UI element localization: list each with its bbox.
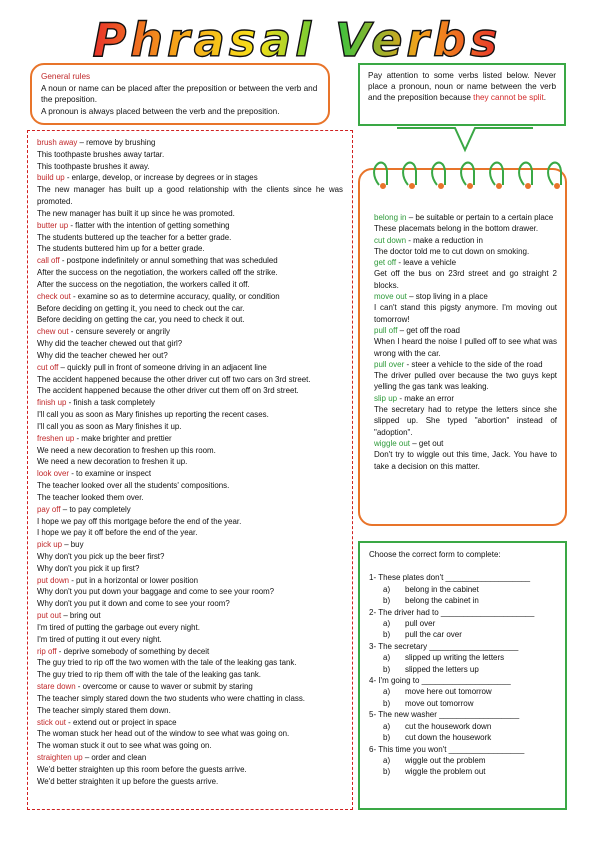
phrasal-verb: pick up: [37, 540, 63, 550]
exercise-option-a[interactable]: [369, 686, 556, 697]
example-sentence: The teacher looked over all the students' compositions.: [37, 481, 230, 491]
example-sentence: Don't try to wiggle out this time, Jack. You have to take a decision on this matter.: [374, 450, 557, 471]
exercise-option-b[interactable]: [369, 732, 556, 743]
verb-meaning: - examine so as to determine accuracy, quality, or condition: [70, 291, 280, 301]
example-sentence: The teacher simply stared them down.: [37, 705, 171, 715]
option-letter: a): [383, 721, 391, 731]
example-sentence: These placemats belong in the bottom drawer.: [374, 224, 539, 234]
option-letter: a): [383, 619, 391, 629]
verb-entry: [37, 137, 343, 149]
verb-meaning: - postpone indefinitely or annul something that was scheduled: [59, 256, 278, 266]
verb-meaning: – buy: [62, 540, 84, 550]
example-sentence: When I heard the noise I pulled off to see what was wrong with the car.: [374, 337, 557, 358]
example-sentence: I'll call you as soon as Mary finishes up reporting the recent cases.: [37, 410, 269, 420]
example-sentence: The new manager has built up a good relationship with the clients since he was promoted.: [37, 185, 343, 207]
option-letter: a): [383, 687, 391, 697]
phrasal-verb: stare down: [37, 682, 76, 692]
phrasal-verb: finish up: [37, 398, 67, 408]
example-sentence: This toothpaste brushes it away.: [37, 161, 150, 171]
option-letter: b): [383, 596, 391, 606]
verb-entry: [37, 681, 343, 693]
verb-entry: [374, 438, 557, 449]
phrasal-verb: pull over: [374, 359, 405, 369]
phrasal-verb: stick out: [37, 717, 66, 727]
verb-entry: [37, 752, 343, 764]
option-text: pull over: [405, 619, 436, 629]
phrasal-verb: move out: [374, 292, 407, 302]
option-letter: b): [383, 630, 391, 640]
verb-entry: [37, 172, 343, 184]
verb-entry: [37, 504, 343, 516]
example-sentence: The teacher looked them over.: [37, 492, 144, 502]
verb-meaning: - to examine or inspect: [69, 469, 152, 479]
phrasal-verb: pay off: [37, 504, 61, 514]
verb-meaning: – bring out: [61, 611, 101, 621]
exercise-option-a[interactable]: [369, 652, 556, 663]
phrasal-verb: cut down: [374, 235, 407, 245]
spiral-binding-icon: [365, 155, 565, 196]
example-sentence: The guy tried to rip them off with the tale of the leaking gas tank.: [37, 670, 261, 680]
phrasal-verb: belong in: [374, 213, 407, 222]
example-sentence: Why don't you pick it up first?: [37, 563, 140, 573]
general-rules-box: [30, 63, 330, 125]
example-sentence: The new manager has built it up since he was promoted.: [37, 208, 235, 218]
option-letter: b): [383, 733, 391, 743]
verb-meaning: - flatter with the intention of getting something: [68, 220, 230, 230]
option-letter: a): [383, 755, 391, 765]
example-sentence: Why did the teacher chewed her out?: [37, 350, 168, 360]
verb-entry: [37, 255, 343, 267]
phrasal-verb: check out: [37, 291, 71, 301]
example-sentence: We'd better straighten up this room before the guests arrive.: [37, 764, 247, 774]
verb-entry: [37, 291, 343, 303]
exercise-option-b[interactable]: [369, 698, 556, 709]
exercise-question: 4- I'm going to ____________________: [369, 676, 511, 686]
example-sentence: Why did the teacher chewed out that girl?: [37, 339, 183, 349]
phrasal-verb: rip off: [37, 646, 57, 656]
example-sentence: I'll call you as soon as Mary finishes it up.: [37, 421, 182, 431]
attention-end: .: [543, 93, 547, 102]
verb-entry: [37, 717, 343, 729]
exercise-option-b[interactable]: [369, 664, 556, 675]
exercise-box: [358, 541, 567, 810]
verb-meaning: - enlarge, develop, or increase by degrees or in stages: [64, 173, 258, 183]
verb-meaning: - overcome or cause to waver or submit by staring: [75, 682, 253, 692]
phrasal-verb: wiggle out: [374, 438, 411, 448]
phrasal-verb: put down: [37, 575, 70, 585]
option-letter: b): [383, 664, 391, 674]
phrasal-verb: cut off: [37, 362, 59, 372]
verb-meaning: - put in a horizontal or lower position: [69, 575, 198, 585]
phrasal-verb: chew out: [37, 327, 69, 337]
verb-meaning: - finish a task completely: [66, 398, 155, 408]
verb-meaning: – order and clean: [82, 753, 147, 763]
verb-entry: [37, 646, 343, 658]
attention-highlight: they cannot be split: [473, 93, 544, 102]
example-sentence: Before deciding on getting the car, you need to check it out.: [37, 315, 245, 325]
example-sentence: The teacher simply stared down the two students who were chatting in class.: [37, 693, 305, 703]
verb-entry: [37, 539, 343, 551]
phrasal-verb: slip up: [374, 393, 398, 403]
verb-meaning: - make brighter and prettier: [74, 433, 172, 443]
verb-meaning: – to pay completely: [60, 504, 131, 514]
exercise-option-b[interactable]: [369, 629, 556, 640]
exercise-question: 5- The new washer __________________: [369, 710, 520, 720]
verb-entry: [374, 235, 557, 246]
verb-meaning: - steer a vehicle to the side of the road: [404, 359, 543, 369]
verb-meaning: - deprive somebody of something by deceit: [56, 646, 210, 656]
example-sentence: The accident happened because the other driver cut off two cars on 3rd street.: [37, 374, 311, 384]
phrasal-verb: pull off: [374, 325, 398, 335]
example-sentence: After the success on the negotiation, the workers called off the strike.: [37, 268, 278, 278]
example-sentence: We'd better straighten it up before the guests arrive.: [37, 776, 219, 786]
example-sentence: I can't stand this pigsty anymore. I'm moving out tomorrow!: [374, 303, 557, 324]
exercise-option-a[interactable]: [369, 584, 556, 595]
example-sentence: The doctor told me to cut down on smoking.: [374, 246, 530, 256]
verb-entry: [374, 212, 557, 223]
verb-entry: [37, 397, 343, 409]
example-sentence: The woman stuck her head out of the window to see what was going on.: [37, 729, 290, 739]
option-text: cut the housework down: [405, 721, 492, 731]
option-text: belong in the cabinet: [405, 584, 479, 594]
verb-meaning: - leave a vehicle: [396, 258, 457, 268]
option-letter: b): [383, 767, 391, 777]
verb-entry: [374, 325, 557, 336]
verb-entry: [37, 433, 343, 445]
example-sentence: The guy tried to rip off the two women with the tale of the leaking gas tank.: [37, 658, 297, 668]
option-text: slipped the letters up: [405, 664, 479, 674]
verb-entry: [374, 393, 557, 404]
example-sentence: The students buttered him up for a better grade.: [37, 244, 205, 254]
example-sentence: The accident happened because the other driver cut them off on 3rd street.: [37, 386, 299, 396]
example-sentence: Why don't you put down your baggage and come to see your room?: [37, 587, 275, 597]
example-sentence: This toothpaste brushes away tartar.: [37, 149, 165, 159]
exercise-question: 1- These plates don't ___________________: [369, 573, 531, 583]
verb-entry: [37, 575, 343, 587]
verb-meaning: – get off the road: [397, 325, 461, 335]
option-text: wiggle out the problem: [405, 755, 486, 765]
example-sentence: Why don't you pick up the beer first?: [37, 551, 165, 561]
option-letter: a): [383, 653, 391, 663]
exercise-option-a[interactable]: [369, 618, 556, 629]
phrasal-verb: build up: [37, 173, 65, 183]
exercise-option-b[interactable]: [369, 595, 556, 606]
example-sentence: Why don't you put it down and come to see your room?: [37, 599, 230, 609]
verb-meaning: – remove by brushing: [77, 138, 156, 147]
example-sentence: The driver pulled over because the two guys kept yelling the gas tank was leaking.: [374, 371, 557, 392]
exercise-question: 6- This time you won't _________________: [369, 744, 525, 754]
phrasal-verb: look over: [37, 469, 70, 479]
title-text: Phrasal Verbs: [92, 14, 502, 66]
verb-meaning: - make a reduction in: [406, 235, 483, 245]
separable-verbs-list: [27, 130, 353, 810]
option-letter: a): [383, 584, 391, 594]
example-sentence: Get off the bus on 23rd street and go straight 2 blocks.: [374, 269, 557, 290]
verb-meaning: – get out: [410, 438, 444, 448]
phrasal-verb: get off: [374, 258, 397, 268]
option-text: move out tomorrow: [405, 698, 474, 708]
example-sentence: I hope we pay it off before the end of the year.: [37, 528, 198, 538]
example-sentence: I hope we pay off this mortgage before the end of the year.: [37, 516, 242, 526]
option-text: move here out tomorrow: [405, 687, 492, 697]
option-text: slipped up writing the letters: [405, 653, 505, 663]
exercise-option-a[interactable]: [369, 755, 556, 766]
verb-entry: [37, 220, 343, 232]
phrasal-verb: butter up: [37, 220, 69, 230]
verb-entry: [374, 257, 557, 268]
option-text: pull the car over: [405, 630, 462, 640]
phrasal-verb: straighten up: [37, 753, 83, 763]
example-sentence: We need a new decoration to freshen it up.: [37, 457, 188, 467]
example-sentence: The woman stuck it out to see what was going on.: [37, 741, 212, 751]
general-rules-line1: A noun or name can be placed after the preposition or between the verb and the preposition.: [41, 83, 318, 104]
example-sentence: We need a new decoration to freshen up this room.: [37, 445, 216, 455]
example-sentence: After the success on the negotiation, the workers called it off.: [37, 279, 250, 289]
exercise-question: 3- The secretary ____________________: [369, 641, 519, 651]
verb-meaning: - censure severely or angrily: [68, 327, 170, 337]
phrasal-verb: brush away: [37, 138, 78, 147]
general-rules-heading: General rules: [41, 72, 91, 81]
verb-meaning: - make an error: [397, 393, 455, 403]
exercise-question: 2- The driver had to _____________________: [369, 607, 535, 617]
verb-entry: [37, 610, 343, 622]
verb-entry: [37, 326, 343, 338]
phrasal-verb: freshen up: [37, 433, 75, 443]
phrasal-verb: put out: [37, 611, 62, 621]
exercise-option-b[interactable]: [369, 766, 556, 777]
inseparable-verbs-list: [358, 168, 567, 526]
verb-entry: [374, 291, 557, 302]
verb-entry: [37, 362, 343, 374]
exercise-instruction: Choose the correct form to complete:: [369, 550, 501, 559]
example-sentence: I'm tired of putting the garbage out every night.: [37, 622, 200, 632]
example-sentence: I'm tired of putting it out every night.: [37, 634, 162, 644]
example-sentence: Before deciding on getting it, you need to check out the car.: [37, 303, 245, 313]
attention-box: [358, 63, 566, 126]
general-rules-line2: A pronoun is always placed between the verb and the preposition.: [41, 106, 280, 116]
option-text: wiggle the problem out: [405, 767, 486, 777]
attention-text: Pay attention to some verbs listed below. Never place a pronoun, noun or name between the verb and the preposition because: [368, 71, 556, 102]
verb-meaning: - extend out or project in space: [65, 717, 177, 727]
option-letter: b): [383, 698, 391, 708]
example-sentence: The students buttered up the teacher for a better grade.: [37, 232, 232, 242]
page-title: [0, 14, 594, 66]
phrasal-verb: call off: [37, 256, 60, 266]
verb-meaning: – stop living in a place: [406, 292, 488, 302]
verb-entry: [37, 468, 343, 480]
verb-meaning: – be suitable or pertain to a certain place: [406, 213, 554, 222]
verb-entry: [374, 359, 557, 370]
verb-meaning: – quickly pull in front of someone driving in an adjacent line: [58, 362, 267, 372]
exercise-option-a[interactable]: [369, 721, 556, 732]
option-text: cut down the housework: [405, 733, 492, 743]
option-text: belong the cabinet in: [405, 596, 479, 606]
example-sentence: The secretary had to retype the letters since she slipped up. She typed "abortion" instead of "adoption".: [374, 405, 557, 437]
